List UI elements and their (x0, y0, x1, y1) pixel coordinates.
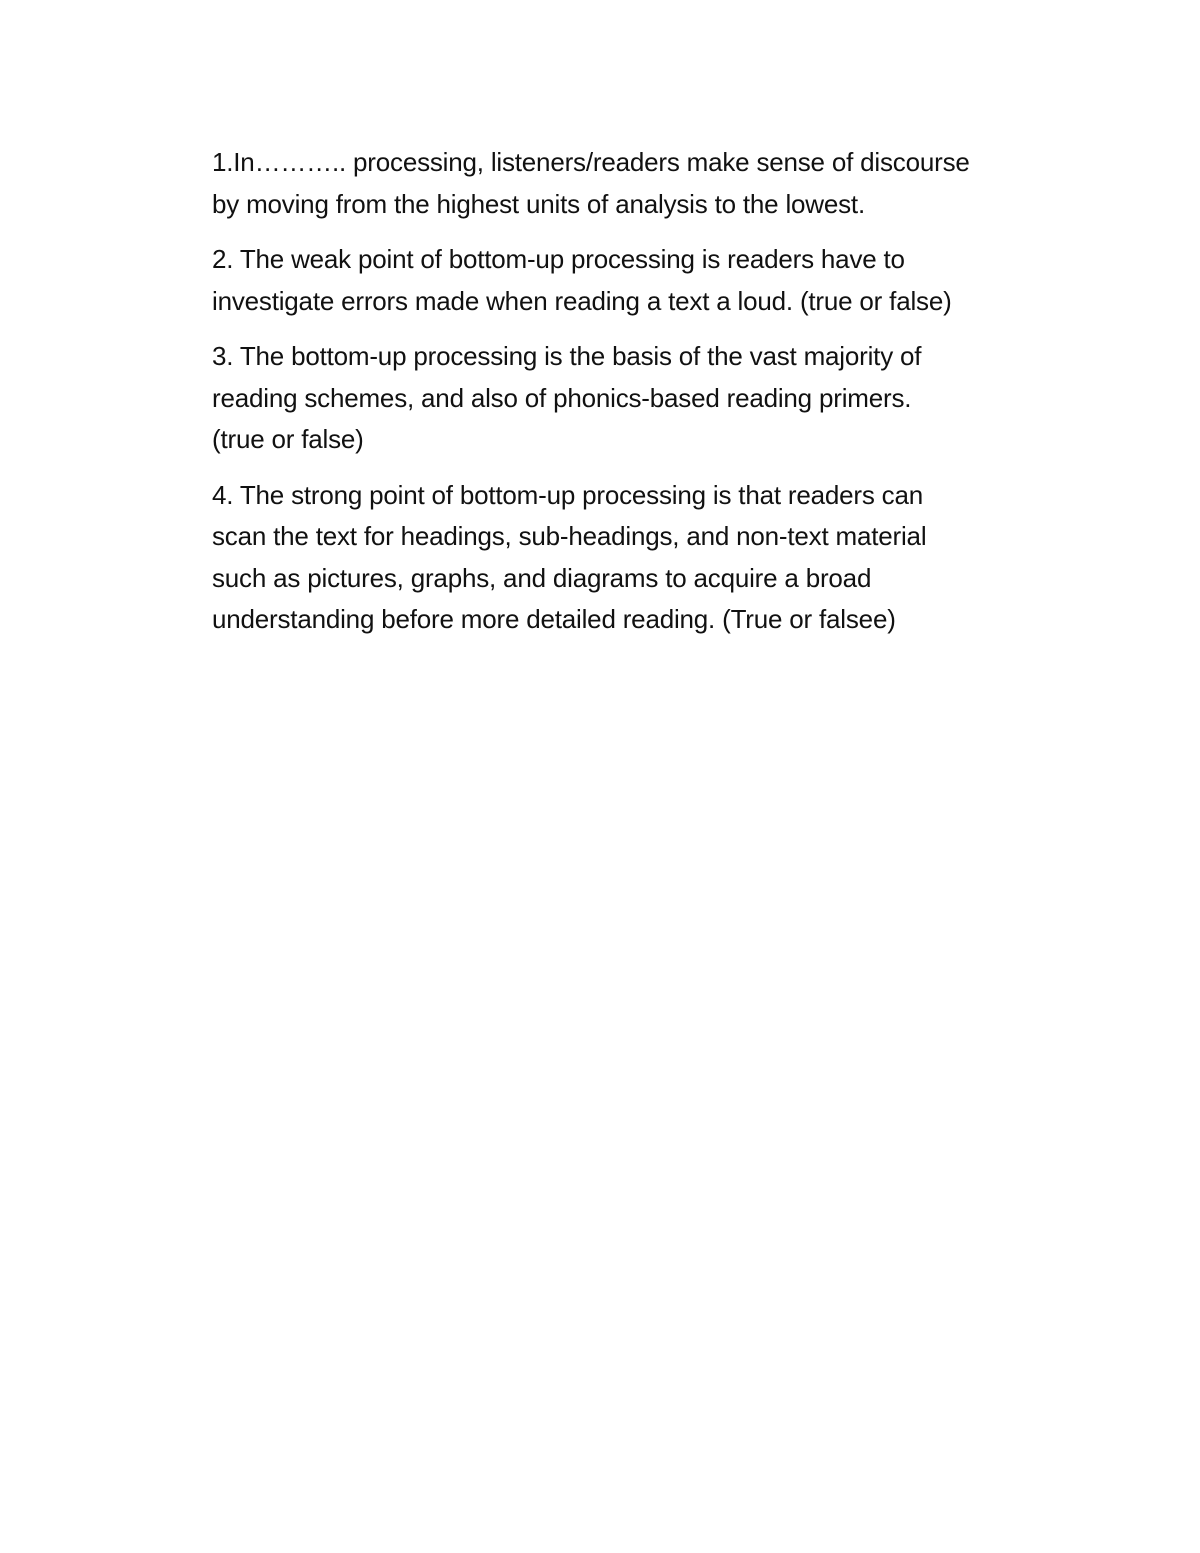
question-2-line-2: investigate errors made when reading a text a loud. (true or false) (212, 285, 952, 316)
question-4-line-1: 4. The strong point of bottom-up processing is that readers can (212, 479, 923, 510)
question-4-line-3: such as pictures, graphs, and diagrams to acquire a broad (212, 562, 872, 593)
document-body (212, 142, 1072, 655)
question-3-line-3: (true or false) (212, 424, 364, 454)
question-2-line-1: 2. The weak point of bottom-up processing is readers have to (212, 244, 905, 274)
question-2 (212, 239, 1072, 322)
question-1 (212, 142, 1072, 225)
question-4 (212, 475, 1072, 641)
question-3 (212, 336, 1072, 461)
question-3-line-1: 3. The bottom-up processing is the basis of the vast majority of (212, 341, 922, 371)
question-3-line-2: reading schemes, and also of phonics-based reading primers. (212, 382, 912, 413)
question-4-line-2: scan the text for headings, sub-headings, and non-text material (212, 521, 927, 551)
question-4-line-4: understanding before more detailed reading. (True or falsee) (212, 604, 896, 634)
question-1-line-1: 1.In……….. processing, listeners/readers make sense of discourse (212, 147, 970, 177)
question-1-line-2: by moving from the highest units of analysis to the lowest. (212, 188, 865, 219)
